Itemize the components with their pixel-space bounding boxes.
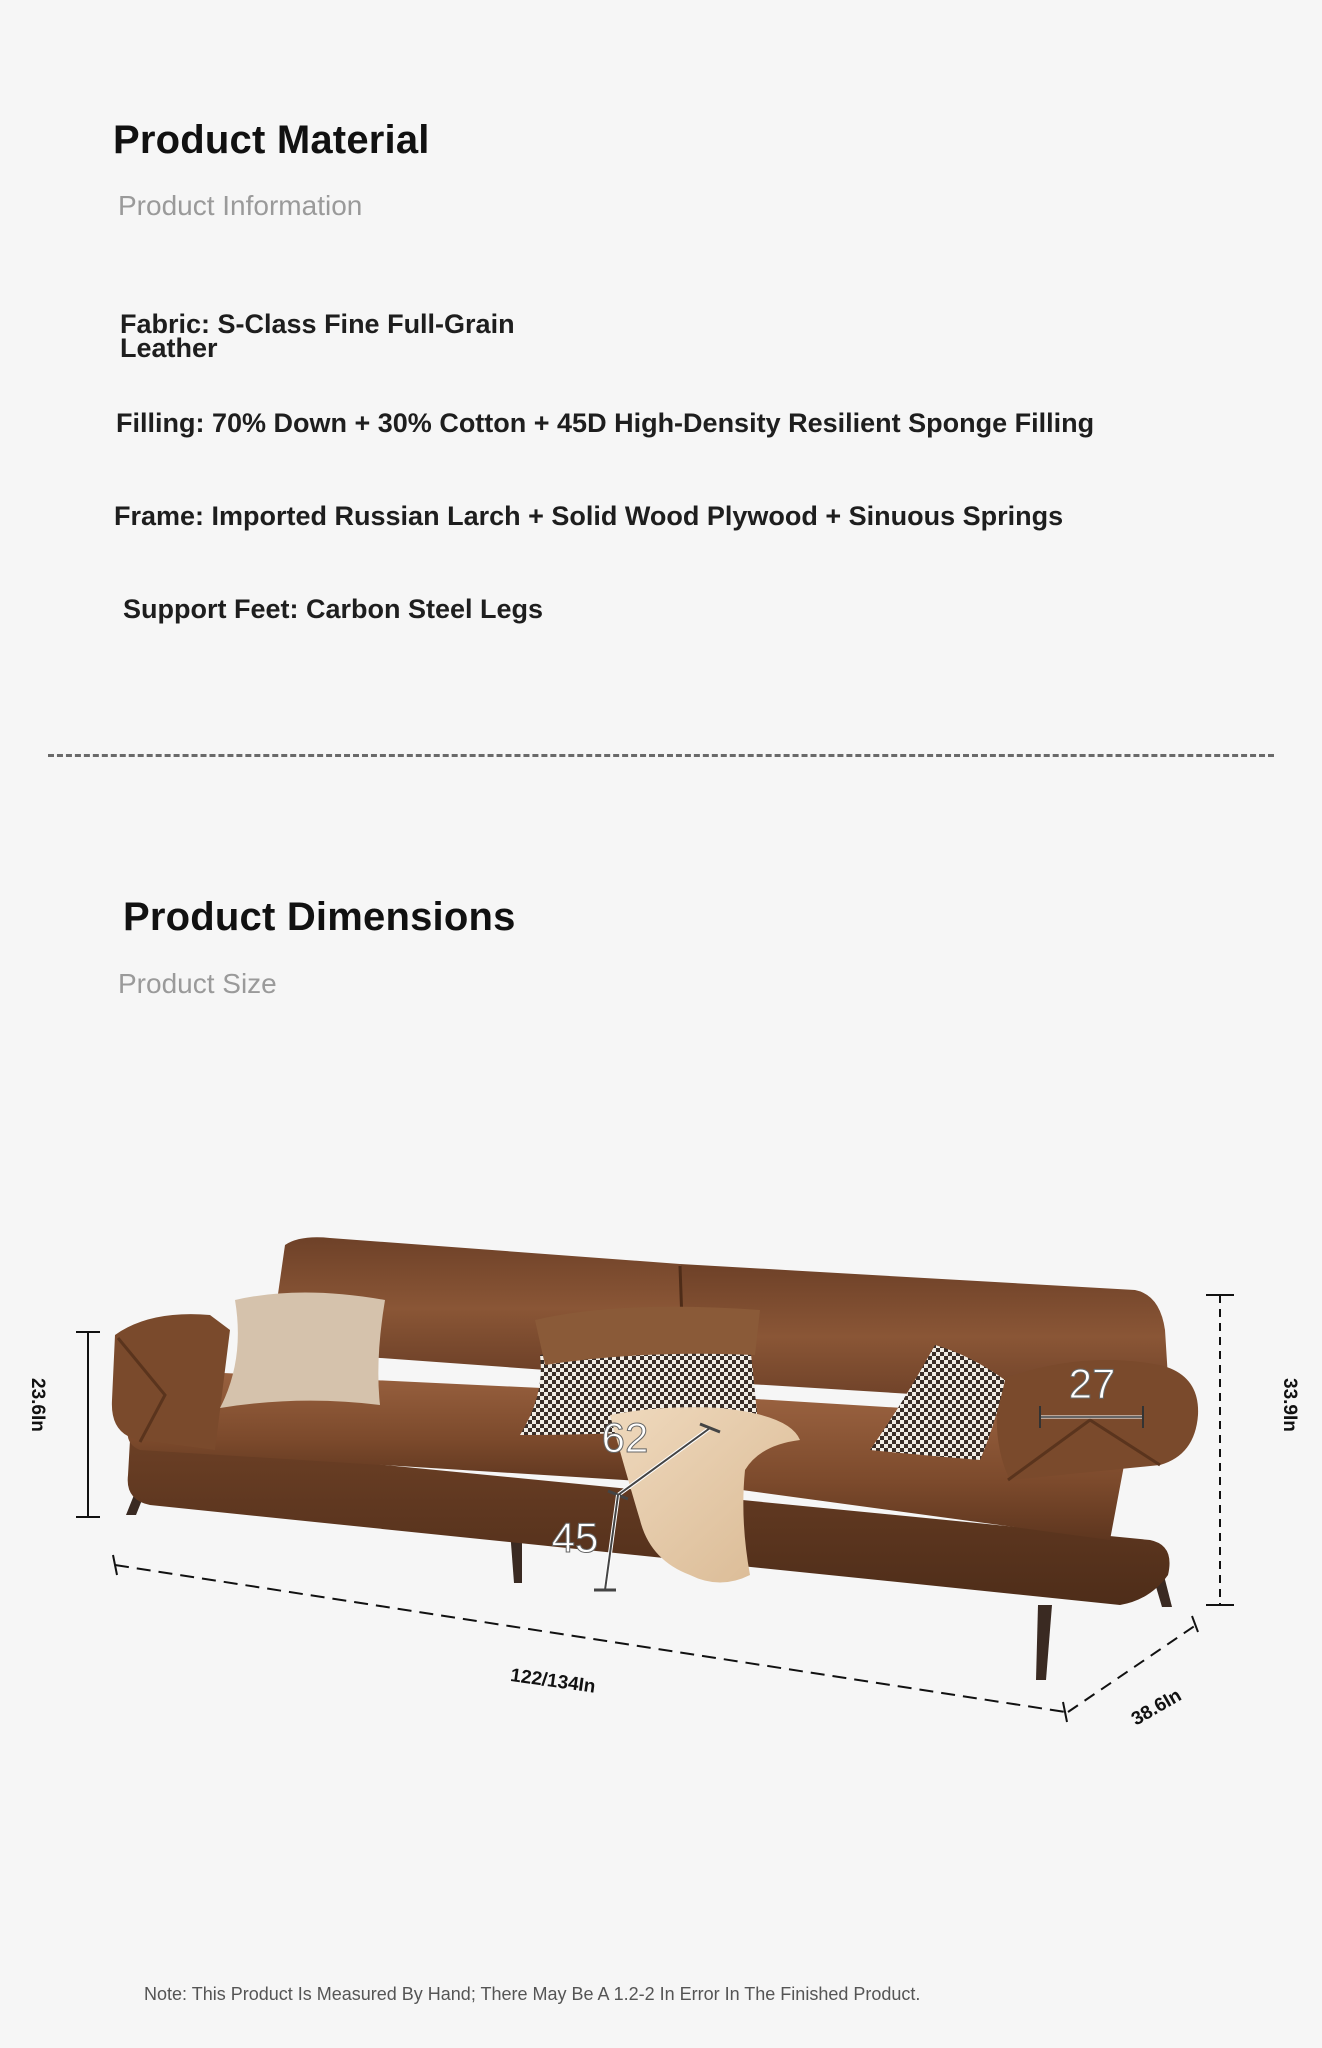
seat-height-label: 45: [551, 1514, 599, 1561]
left-height-marker: [76, 1332, 100, 1517]
section-divider: [48, 754, 1274, 757]
material-subtitle: Product Information: [118, 190, 363, 221]
spec-fabric: Fabric: S-Class Fine Full-Grain Leather: [120, 309, 515, 363]
material-title: Product Material: [113, 118, 430, 162]
spec-filling: Filling: 70% Down + 30% Cotton + 45D High-Density Resilient Sponge Filling: [116, 408, 1095, 438]
depth-label: 38.6In: [1128, 1685, 1186, 1731]
measurement-note: Note: This Product Is Measured By Hand; There May Be A 1.2-2 In Error In The Finished Product.: [144, 1984, 921, 2004]
spec-frame: Frame: Imported Russian Larch + Solid Wood Plywood + Sinuous Springs: [114, 501, 1064, 531]
left-armrest: [112, 1314, 230, 1450]
length-label: 122/134In: [509, 1665, 597, 1698]
left-height-label: 23.6In: [27, 1378, 48, 1432]
seat-depth-label: 62: [601, 1414, 649, 1461]
spec-feet: Support Feet: Carbon Steel Legs: [123, 594, 544, 624]
right-height-marker: [1206, 1295, 1234, 1605]
right-height-label: 33.9In: [1279, 1378, 1300, 1432]
dimensions-title: Product Dimensions: [123, 895, 516, 939]
arm-width-label: 27: [1068, 1360, 1116, 1407]
pillow-beige: [220, 1293, 385, 1409]
sofa-illustration: [0, 1180, 1322, 1760]
dimensions-subtitle: Product Size: [118, 968, 277, 999]
